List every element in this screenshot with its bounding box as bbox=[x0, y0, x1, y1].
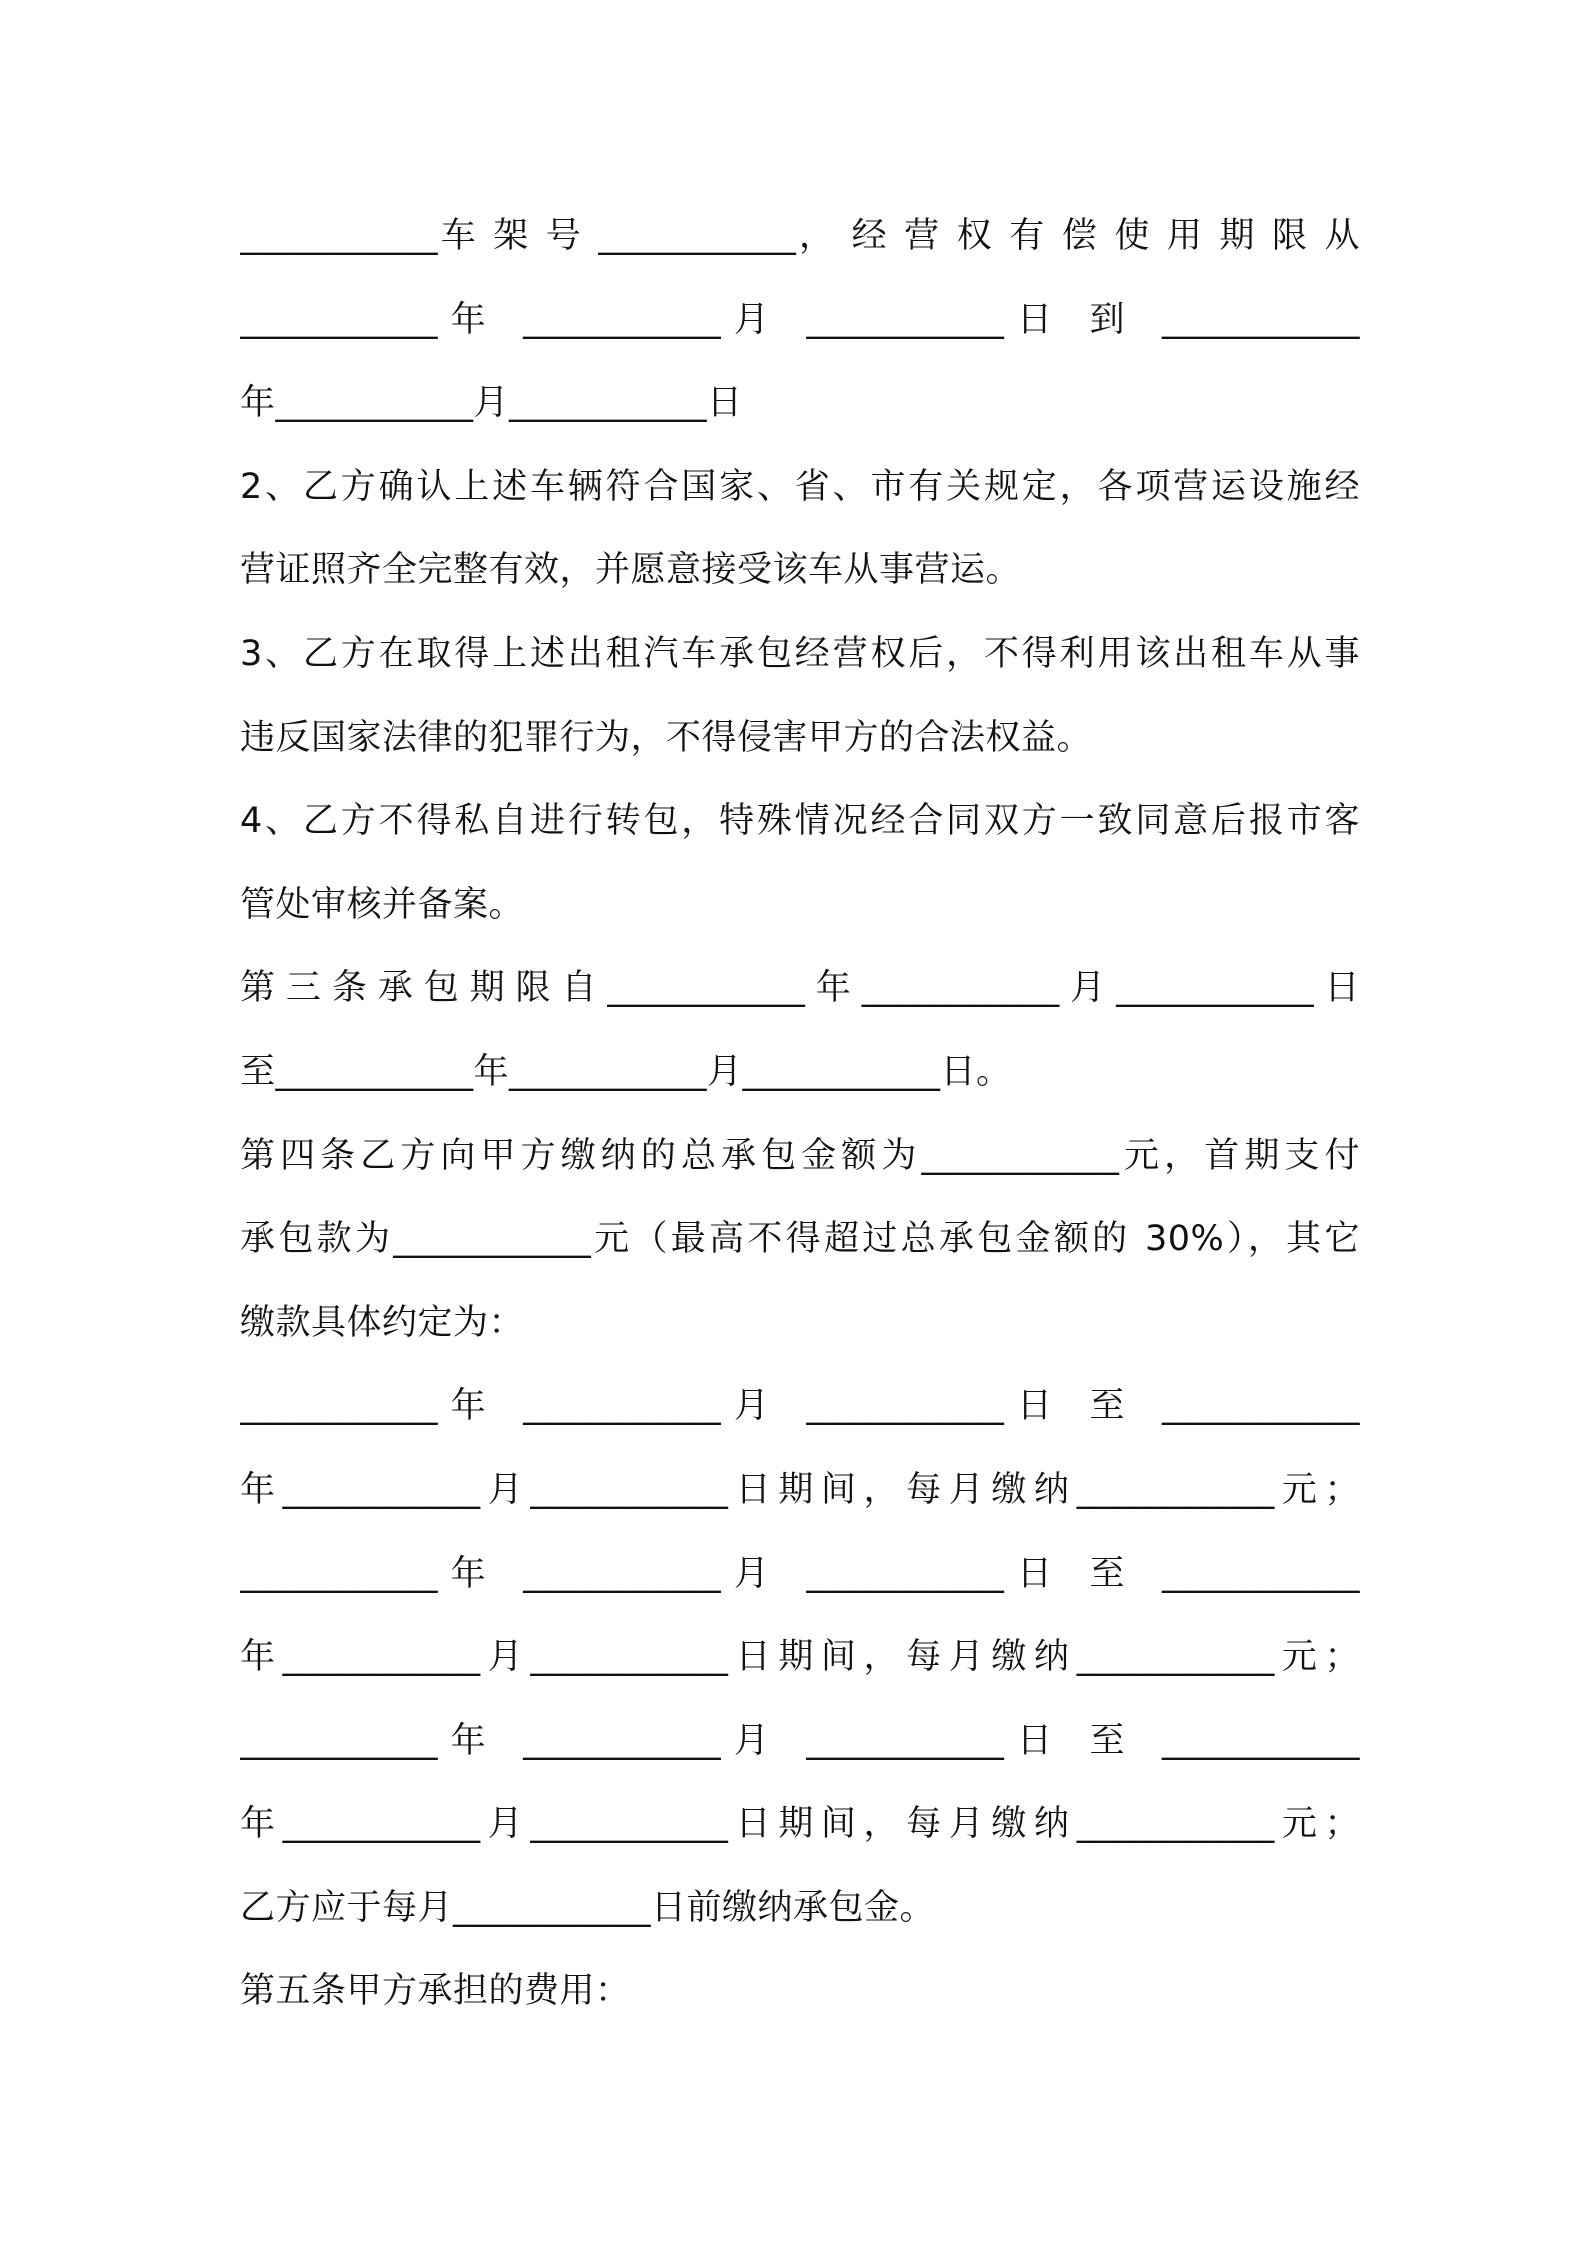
payment-period-1-end: 年___________月___________日期间，每月缴纳___________元； bbox=[240, 1469, 1360, 1510]
article-4-line-2: 承包款为___________元（最高不得超过总承包金额的 30%），其它 bbox=[240, 1219, 1360, 1260]
clause-2-line-1: 2、乙方确认上述车辆符合国家、省、市有关规定，各项营运设施经 bbox=[240, 466, 1360, 507]
contract-page bbox=[240, 195, 1360, 2034]
article-4-line-3: 缴款具体约定为： bbox=[240, 1302, 525, 1343]
payment-period-1-start: ___________年 ___________月 ___________日 至 ___________ bbox=[240, 1386, 1360, 1427]
payment-period-3-start: ___________年 ___________月 ___________日 至 ___________ bbox=[240, 1720, 1360, 1761]
clause-3-line-2: 违反国家法律的犯罪行为，不得侵害甲方的合法权益。 bbox=[240, 717, 1093, 758]
payment-period-2-start: ___________年 ___________月 ___________日 至 ___________ bbox=[240, 1553, 1360, 1594]
article-3-line-1: 第三条承包期限自___________年___________月___________日 bbox=[240, 968, 1360, 1009]
payment-period-3-end: 年___________月___________日期间，每月缴纳___________元； bbox=[240, 1804, 1360, 1845]
text-line-date-range-end: 年___________月___________日 bbox=[240, 383, 743, 424]
text-line-date-range-start: ___________年 ___________月 ___________日 到 ___________ bbox=[240, 299, 1360, 340]
clause-3-line-1: 3、乙方在取得上述出租汽车承包经营权后，不得利用该出租车从事 bbox=[240, 633, 1360, 674]
clause-4-line-2: 管处审核并备案。 bbox=[240, 884, 525, 925]
article-4-line-1: 第四条乙方向甲方缴纳的总承包金额为___________元，首期支付 bbox=[240, 1135, 1360, 1176]
clause-4-line-1: 4、乙方不得私自进行转包，特殊情况经合同双方一致同意后报市客 bbox=[240, 801, 1360, 842]
article-3-line-2: 至___________年___________月___________日。 bbox=[240, 1051, 1012, 1092]
monthly-payment-deadline: 乙方应于每月___________日前缴纳承包金。 bbox=[240, 1887, 936, 1928]
text-line-vehicle-frame: ___________车 架 号 ___________， 经 营 权 有 偿 使 用 期 限 从 bbox=[240, 216, 1360, 256]
article-5-heading: 第五条甲方承担的费用： bbox=[240, 1971, 631, 2012]
clause-2-line-2: 营证照齐全完整有效，并愿意接受该车从事营运。 bbox=[240, 550, 1022, 591]
payment-period-2-end: 年___________月___________日期间，每月缴纳___________元； bbox=[240, 1637, 1360, 1678]
